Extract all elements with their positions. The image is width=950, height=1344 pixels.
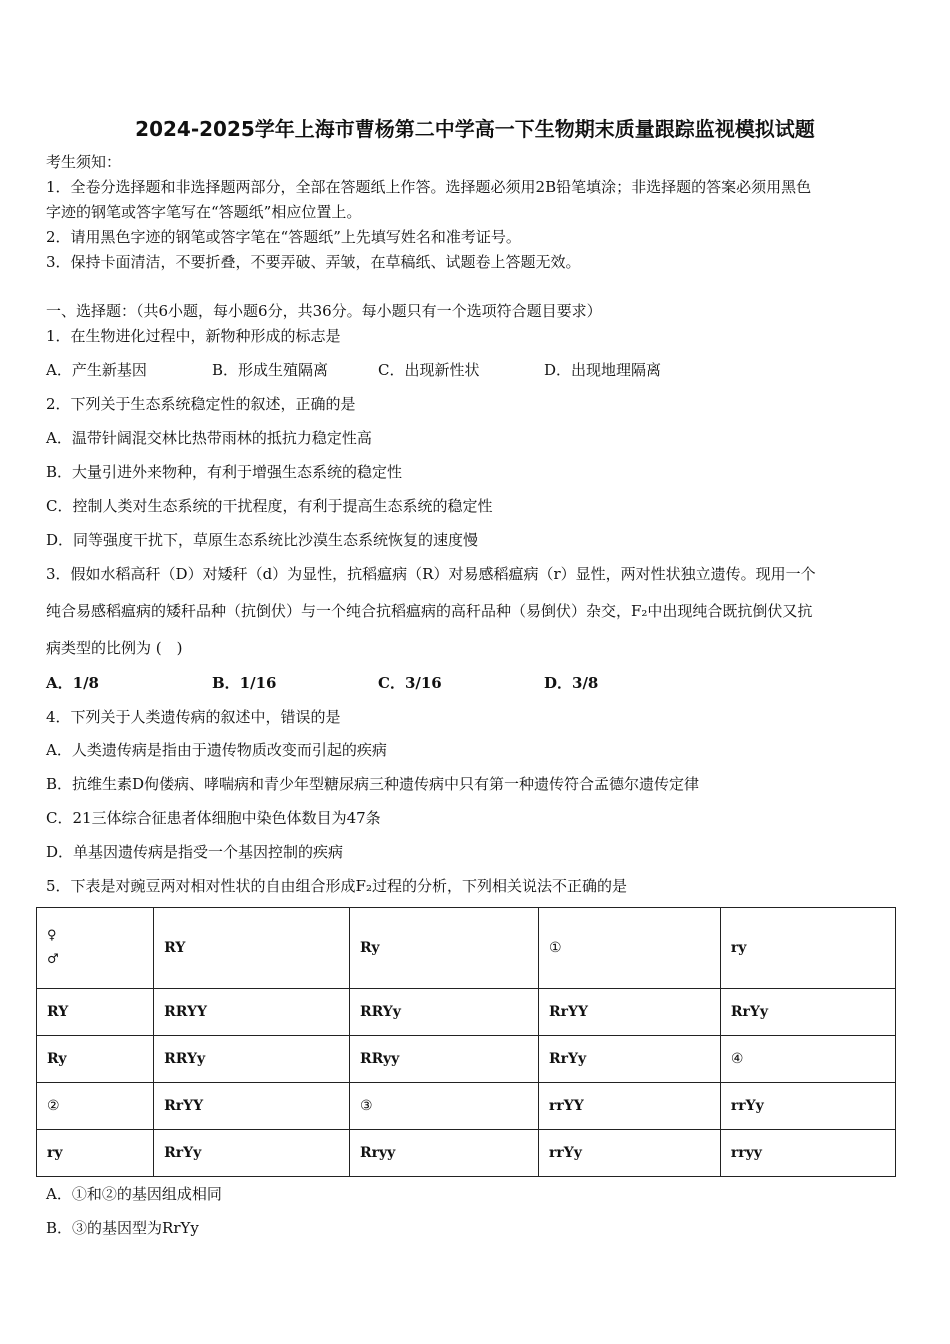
section-heading: 一、选择题：（共6小题，每小题6分，共36分。每小题只有一个选项符合题目要求） (46, 302, 602, 320)
table-row (37, 989, 896, 1036)
option-d: D．单基因遗传病是指受一个基因控制的疾病 (46, 843, 344, 861)
option-a: A．温带针阔混交林比热带雨林的抵抗力稳定性高 (46, 429, 372, 447)
option-d: D．3/8 (544, 674, 599, 692)
table-cell: RRyy (349, 1036, 538, 1083)
table-corner-cell (37, 908, 154, 989)
option-d: D．出现地理隔离 (544, 361, 662, 379)
question-3-stem: 3．假如水稻高秆（D）对矮秆（d）为显性，抗稻瘟病（R）对易感稻瘟病（r）显性，两对性状独立遗传。现用一个 (46, 565, 816, 583)
question-3-stem: 纯合易感稻瘟病的矮秆品种（抗倒伏）与一个纯合抗稻瘟病的高秆品种（易倒伏）杂交，F₂中出现纯合既抗倒伏又抗 (46, 602, 813, 620)
question-3-options (46, 673, 598, 693)
table-cell: RRYY (154, 989, 350, 1036)
table-header-cell: ① (538, 908, 720, 989)
table-cell: RrYy (538, 1036, 720, 1083)
notice-item: 字迹的钢笔或答字笔写在“答题纸”相应位置上。 (46, 203, 362, 221)
option-b: B．③的基因型为RrYy (46, 1219, 199, 1237)
table-cell: Rryy (349, 1130, 538, 1177)
table-cell: RrYy (154, 1130, 350, 1177)
table-cell: RrYY (154, 1083, 350, 1130)
table-cell: ② (37, 1083, 154, 1130)
table-cell: rrYy (538, 1130, 720, 1177)
option-c: C．控制人类对生态系统的干扰程度，有利于提高生态系统的稳定性 (46, 497, 493, 515)
table-header-cell: RY (154, 908, 350, 989)
notice-heading: 考生须知： (46, 153, 122, 171)
table-cell: ry (37, 1130, 154, 1177)
table-header-cell: ry (720, 908, 895, 989)
table-cell: Ry (37, 1036, 154, 1083)
notice-item: 3．保持卡面清洁，不要折叠，不要弄破、弄皱，在草稿纸、试题卷上答题无效。 (46, 253, 581, 271)
table-row (37, 1130, 896, 1177)
question-1-options (46, 360, 661, 380)
table-header-cell: Ry (349, 908, 538, 989)
option-a: A．产生新基因 (46, 361, 147, 379)
table-cell: RRYy (349, 989, 538, 1036)
option-a: A．①和②的基因组成相同 (46, 1185, 222, 1203)
punnett-table (36, 907, 896, 1177)
question-3-stem: 病类型的比例为 ( ) (46, 639, 183, 657)
option-c: C．出现新性状 (378, 361, 480, 379)
table-cell: rryy (720, 1130, 895, 1177)
table-row (37, 1036, 896, 1083)
page-title: 2024-2025学年上海市曹杨第二中学高一下生物期末质量跟踪监视模拟试题 (135, 117, 815, 141)
notice-item: 1．全卷分选择题和非选择题两部分，全部在答题纸上作答。选择题必须用2B铅笔填涂；非选择题的答案必须用黑色 (46, 178, 812, 196)
male-symbol: ♂ (47, 952, 59, 967)
question-1-stem: 1．在生物进化过程中，新物种形成的标志是 (46, 327, 341, 345)
table-cell: RrYY (538, 989, 720, 1036)
question-2-stem: 2．下列关于生态系统稳定性的叙述，正确的是 (46, 395, 356, 413)
table-cell: rrYy (720, 1083, 895, 1130)
question-4-stem: 4．下列关于人类遗传病的叙述中，错误的是 (46, 708, 341, 726)
table-header-row (37, 908, 896, 989)
option-b: B．1/16 (212, 674, 277, 692)
table-row (37, 1083, 896, 1130)
question-5-stem: 5．下表是对豌豆两对相对性状的自由组合形成F₂过程的分析，下列相关说法不正确的是 (46, 877, 627, 895)
table-cell: ③ (349, 1083, 538, 1130)
option-c: C．21三体综合征患者体细胞中染色体数目为47条 (46, 809, 381, 827)
female-symbol: ♀ (47, 928, 57, 943)
table-cell: ④ (720, 1036, 895, 1083)
table-cell: rrYY (538, 1083, 720, 1130)
option-a: A．人类遗传病是指由于遗传物质改变而引起的疾病 (46, 741, 387, 759)
notice-item: 2．请用黑色字迹的钢笔或答字笔在“答题纸”上先填写姓名和准考证号。 (46, 228, 521, 246)
table-cell: RRYy (154, 1036, 350, 1083)
table-cell: RrYy (720, 989, 895, 1036)
option-a: A．1/8 (46, 674, 99, 692)
option-d: D．同等强度干扰下，草原生态系统比沙漠生态系统恢复的速度慢 (46, 531, 479, 549)
option-c: C．3/16 (378, 674, 442, 692)
option-b: B．形成生殖隔离 (212, 361, 329, 379)
option-b: B．抗维生素D佝偻病、哮喘病和青少年型糖尿病三种遗传病中只有第一种遗传符合孟德尔遗传定律 (46, 775, 700, 793)
option-b: B．大量引进外来物种，有利于增强生态系统的稳定性 (46, 463, 403, 481)
table-cell: RY (37, 989, 154, 1036)
